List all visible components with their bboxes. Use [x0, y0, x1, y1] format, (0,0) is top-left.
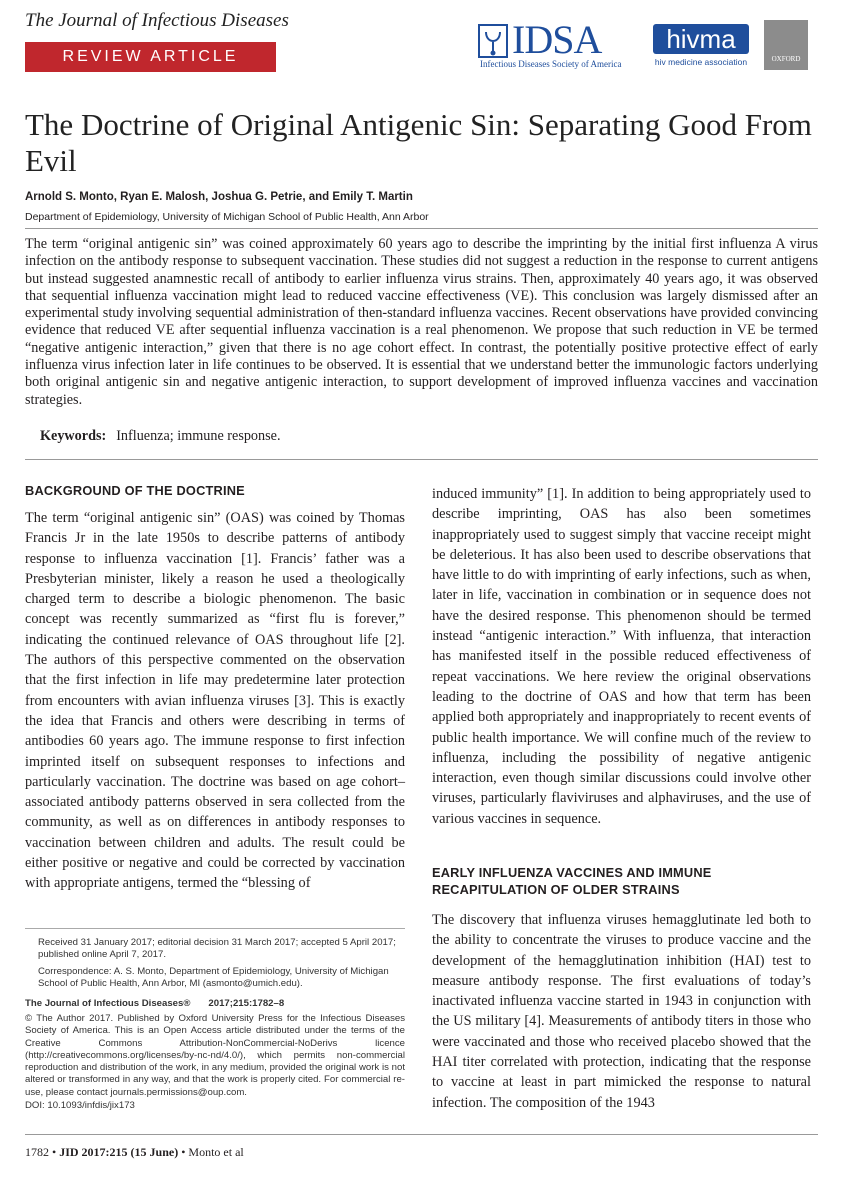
- divider: [25, 459, 818, 460]
- idsa-logo: [478, 17, 643, 70]
- issue-date: (15 June): [130, 1145, 179, 1159]
- copyright-notice: © The Author 2017. Published by Oxford University Press for the Infectious Diseases Society of America. This is an Open Access article distributed under the terms of the Creative Commons Attribution-NonCommercial-NoDerivs licence (http://creativecommons.org/licenses/by-nc-nd/4.0/), which permits non-commercial reproduction and distribution of the work, in any medium, provided the original work is not altered or transformed in any way, and that the work is properly cited. For commercial re-use, please contact journals.permissions@oup.com.: [25, 1013, 405, 1098]
- body-paragraph-continued: induced immunity” [1]. In addition to being appropriately used to describe imprinting, OAS has also been sometimes inappropriately used to suggest simply that vaccine receipt might be deleterious. It has also been used to describe observations that have little to do with imprinting of early infections, such as when, later in life, vaccination in combination or in sequence does not have the desired response. This phenomenon should be termed instead “antigenic interaction.” With influenza, that interaction has manifested itself in the possible reduced effectiveness of repeat vaccinations. We here review the original observations leading to the doctrine of OAS and how that term has been applied both appropriately and inappropriately to recent events of public health importance. We will confine much of the review to influenza, including the possibility of negative antigenic interaction, even though similar discussions could involve other viruses, particularly flaviviruses and alphaviruses, and the use of various vaccines in sequence.: [432, 486, 811, 827]
- article-type-banner: REVIEW ARTICLE: [25, 42, 276, 72]
- abstract: The term “original antigenic sin” was coined approximately 60 years ago to describe the imprinting by the initial first influenza A virus infection on the antibody response to subsequent vaccination. These studies did not suggest a reduction in the response to current antigens but instead suggested anamnestic recall of antibody to earlier influenza virus strains. Then, approximately 40 years ago, it was observed that sequential influenza vaccination might lead to reduced vaccine effectiveness (VE). This conclusion was largely dismissed after an experimental study involving sequential administration of then-standard influenza vaccines. Recent observations have provided convincing evidence that reduced VE after sequential influenza vaccination is a real phenomenon. We propose that such reduction in VE be termed “negative antigenic interaction,” given that there is no age cohort effect. In contrast, the potentially positive protective effect of early influenza virus infection later in life continues to be observed. It is essential that we understand better the immunologic factors underlying both original antigenic sin and negative antigenic interaction, to support development of improved influenza vaccines and vaccination strategies.: [25, 236, 818, 408]
- citation-volume: 2017;215:1782–8: [208, 998, 285, 1009]
- doi: DOI: 10.1093/infdis/jix173: [25, 1100, 135, 1111]
- received-dates: Received 31 January 2017; editorial decision 31 March 2017; accepted 5 April 2017; published online April 7, 2017.: [38, 937, 396, 961]
- running-authors: Monto et al: [188, 1145, 244, 1159]
- section-heading: EARLY INFLUENZA VACCINES AND IMMUNE RECAPITULATION OF OLDER STRAINS: [432, 865, 712, 897]
- hivma-logo: [653, 24, 749, 70]
- citation-journal: The Journal of Infectious Diseases®: [25, 998, 191, 1009]
- footnote-divider: [25, 928, 405, 929]
- citation-line: [25, 998, 405, 1010]
- article-title: The Doctrine of Original Antigenic Sin: Separating Good From Evil: [25, 107, 812, 178]
- body-paragraph: The term “original antigenic sin” (OAS) was coined by Thomas Francis Jr in the late 1950s to describe patterns of antibody response to influenza vaccination [1]. Francis’ father was a Presbyterian minister, likely a reason he used a theologically charged term to describe a biologic phenomenon. The basic concept was recently summarized as “first flu is forever,” indicating the continued relevance of OAS throughout life [2]. The authors of this perspective commented on the observation that the first infection in life may predetermine later protection from encounters with avian influenza viruses [3]. This is exactly the idea that Francis and others were describing in terms of antibodies 60 years ago. The immune response to first infection imprinted itself on subsequent responses to infections and particularly vaccination. The doctrine was based on age cohort–associated antibody patterns observed in sera collected from the community, as well as on differences in antibody responses to vaccination between children and adults. The result could be either positive or negative and could be corrected by vaccination with appropriate antigens, termed the “blessing of: [25, 510, 405, 892]
- volume: 2017:215: [81, 1145, 128, 1159]
- page-footer: 1782 • JID 2017:215 (15 June) • Monto et al: [25, 1145, 244, 1159]
- idsa-wordmark: IDSA: [512, 17, 602, 62]
- keywords: [40, 428, 281, 445]
- keywords-label: Keywords:: [40, 428, 107, 444]
- footer-divider: [25, 1134, 818, 1135]
- author-list: Arnold S. Monto, Ryan E. Malosh, Joshua G. Petrie, and Emily T. Martin: [25, 191, 413, 203]
- idsa-emblem-icon: [478, 24, 508, 58]
- divider: [25, 228, 818, 229]
- body-paragraph: The discovery that influenza viruses hemagglutinate led both to the ability to concentrate the viruses to produce vaccine and the development of the hemagglutination inhibition (HAI) test to measure antibody response. The first evaluations of today’s inactivated influenza vaccine started in 1943 in conjunction with the US military [4]. Measurements of antibody titers in those who were vaccinated and those who received placebo showed that the HAI titer correlated with protection, indicating that the response to vaccine at least in part mimicked the response to natural infection. The composition of the 1943: [432, 912, 811, 1111]
- affiliation: Department of Epidemiology, University of Michigan School of Public Health, Ann Arbor: [25, 211, 429, 223]
- page-number: 1782: [25, 1145, 49, 1159]
- idsa-subtitle: Infectious Diseases Society of America: [480, 59, 622, 69]
- journal-abbreviation: JID: [59, 1145, 79, 1159]
- hivma-subtitle: hiv medicine association: [654, 57, 748, 67]
- keywords-value: Influenza; immune response.: [116, 428, 281, 444]
- correspondence: Correspondence: A. S. Monto, Department of Epidemiology, University of Michigan School of Public Health, Ann Arbor, MI (asmonto@umich.edu).: [38, 966, 389, 990]
- hivma-wordmark: hivma: [653, 24, 749, 54]
- oxford-logo: OXFORD: [764, 20, 808, 70]
- section-heading: BACKGROUND OF THE DOCTRINE: [25, 483, 245, 498]
- journal-name: The Journal of Infectious Diseases: [25, 10, 289, 31]
